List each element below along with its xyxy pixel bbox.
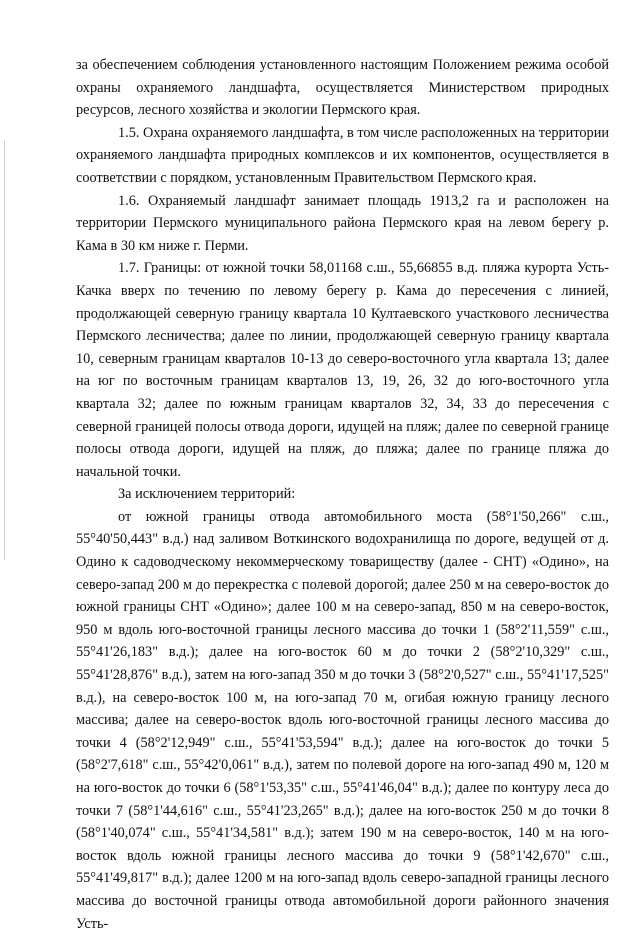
paragraph-exceptions-description: от южной границы отвода автомобильного моста (58°1'50,266" с.ш., 55°40'50,443" в.д.) над заливом Воткинского водохранилища по дороге, ведущей от д. Одино к садоводческому некоммерческому товариществу (далее - СНТ) «Одино», на северо-запад 200 м до перекрестка с полевой дорогой; далее 250 м на северо-восток до южной границы СНТ «Одино»; далее 100 м на северо-запад, 850 м на северо-восток, 950 м вдоль юго-восточной границы лесного массива до точки 1 (58°2'11,559" с.ш., 55°41'26,183" в.д.); далее на юго-восток 60 м до точки 2 (58°2'10,329" с.ш., 55°41'28,876" в.д.), затем на юго-запад 350 м до точки 3 (58°2'0,527" с.ш., 55°41'17,525" в.д.), на северо-восток 100 м, на юго-запад 70 м, огибая южную границу лесного массива; далее на северо-восток вдоль юго-восточной границы лесного массива до точки 4 (58°2'12,949" с.ш., 55°41'53,594" в.д.); далее на юго-восток до точки 5 (58°2'7,618" с.ш., 55°42'0,061" в.д.), затем по полевой дороге на юго-запад 490 м, 120 м на юго-восток до точки 6 (58°1'53,35" с.ш., 55°41'46,04" в.д.); далее по контуру леса до точки 7 (58°1'44,616" с.ш., 55°41'23,265" в.д.); далее на юго-восток 250 м до точки 8 (58°1'40,074" с.ш., 55°41'34,581" в.д.); затем 190 м на северо-восток, 140 м на юго-восток вдоль южной границы лесного массива до точки 9 (58°1'42,670" с.ш., 55°41'49,817" в.д.); далее 1200 м на юго-запад вдоль северо-западной границы лесного массива до восточной границы отвода автомобильной дороги районного значения Усть- bbox=[76, 508, 609, 932]
paragraph-continuation: за обеспечением соблюдения установленного настоящим Положением режима особой охраны охраняемого ландшафта, осуществляется Министерством природных ресурсов, лесного хозяйства и экологии Пермского края. bbox=[76, 57, 609, 119]
scan-margin-line bbox=[4, 140, 5, 560]
paragraph-1-7: 1.7. Границы: от южной точки 58,01168 с.ш., 55,66855 в.д. пляжа курорта Усть-Качка вверх по течению по левому берегу р. Кама до пересечения с линией, продолжающей северную границу квартала 10 Култаевского участкового лесничества Пермского лесничества; далее по линии, продолжающей северную границу квартала 10, северным границам кварталов 10-13 до северо-восточного угла квартала 13; далее на юг по восточным границам кварталов 13, 19, 26, 32 до юго-восточного угла квартала 32; далее по южным границам кварталов 32, 34, 33 до пересечения с северной границей полосы отвода дороги, идущей на пляж; далее по северной границе полосы отвода дороги, идущей на пляж, до пляжа; далее по границе пляжа до начальной точки. bbox=[76, 260, 609, 480]
document-body bbox=[76, 54, 609, 935]
paragraph-1-5: 1.5. Охрана охраняемого ландшафта, в том числе расположенных на территории охраняемого ландшафта природных комплексов и их компонентов, осуществляется в соответствии с порядком, установленным Правительством Пермского края. bbox=[76, 124, 609, 186]
paragraph-exceptions-heading: За исключением территорий: bbox=[118, 486, 296, 503]
paragraph-1-6: 1.6. Охраняемый ландшафт занимает площадь 1913,2 га и расположен на территории Пермского муниципального района Пермского края на левом берегу р. Кама в 30 км ниже г. Перми. bbox=[76, 192, 609, 254]
